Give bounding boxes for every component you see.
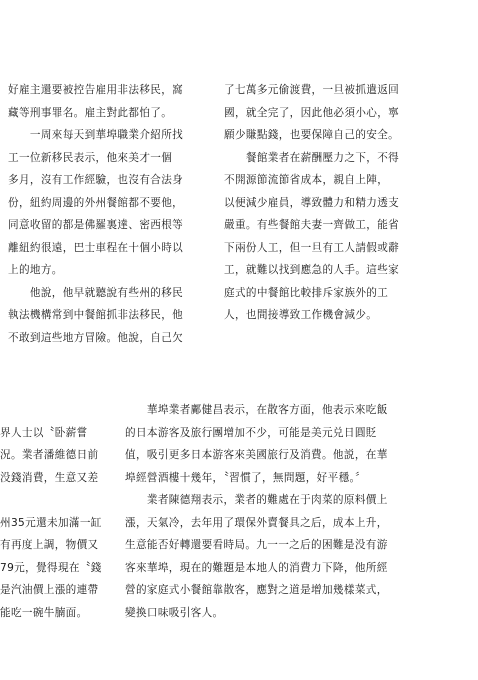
text-line: 值，吸引更多日本游客來美國旅行及消費。他説，在華 <box>125 449 388 461</box>
article-column-top-left <box>8 79 218 349</box>
text-line: 下兩份人工，但一旦有工人請假或辭 <box>224 241 400 254</box>
text-line: 工一位新移民表示，他來美才一個 <box>8 151 173 164</box>
text-line: 好雇主還要被控告雇用非法移民，窩 <box>8 84 184 96</box>
text-line: 離紐約很遠，巴士車程在十個小時以 <box>8 241 184 254</box>
text-line: 能吃一碗牛腩面。 <box>0 606 88 619</box>
text-line: 業者陳德翔表示，業者的難處在于肉菜的原料價上 <box>125 494 388 506</box>
text-line: 同意收留的都是佛羅裏達、密西根等 <box>8 219 184 231</box>
text-line: 是汽油價上漲的連帶 <box>0 584 99 596</box>
text-line: 華埠業者鄺健昌表示，在散客方面，他表示來吃飯 <box>125 404 388 416</box>
text-line: 藏等刑事罪名。雇主對此都怕了。 <box>8 106 173 119</box>
text-line: 人，也間接導致工作機會減少。 <box>224 309 378 321</box>
text-line: 國，就全完了，因此他必須小心，寧 <box>224 106 400 119</box>
text-line: 界人士以〝卧薪嘗 <box>0 426 88 439</box>
text-line: 多月，沒有工作經驗，也沒有合法身 <box>8 174 184 186</box>
article-column-top-right <box>224 79 470 327</box>
text-line: 州35元還未加滿一缸 <box>0 516 102 529</box>
text-line <box>0 399 120 422</box>
text-line: 他說，他早就聽說有些州的移民 <box>8 286 184 299</box>
text-line: 執法機構常到中餐館抓非法移民，他 <box>8 309 184 321</box>
text-line: 没錢消費，生意又差 <box>0 471 99 484</box>
text-line: 份，紐約周邊的外州餐館都不要他， <box>8 196 184 209</box>
text-line: 漲，天氣冷，去年用了環保外賣餐具之后，成本上升， <box>125 516 388 529</box>
text-line: 客來華埠，現在的難題是本地人的消費力下降，他所經 <box>125 561 388 574</box>
text-line: 況。業者潘維德日前 <box>0 449 99 461</box>
text-line: 工，就難以找到應急的人手。這些家 <box>224 264 400 276</box>
text-line: 以便減少雇員，導致體力和精力透支 <box>224 196 400 209</box>
text-line: 願少賺點錢，也要保障自己的安全。 <box>224 129 400 141</box>
article-column-bottom-right <box>125 399 470 624</box>
text-line: 有再度上調，物價又 <box>0 539 99 551</box>
article-column-bottom-left <box>0 399 120 624</box>
text-line: 的日本游客及旅行團增加不少，可能是美元兑日圓貶 <box>125 426 377 439</box>
text-line <box>0 489 120 512</box>
text-line: 營的家庭式小餐館靠散客，應對之道是增加幾樣菜式， <box>125 584 388 596</box>
text-line: 嚴重。有些餐館夫妻一齊做工，能省 <box>224 219 400 231</box>
text-line: 餐館業者在薪酬壓力之下，不得 <box>224 151 400 164</box>
text-line: 變換口味吸引客人。 <box>125 606 224 619</box>
text-line: 不開源節流節省成本，親自上陣， <box>224 174 389 186</box>
text-line: 一周來每天到華埠職業介紹所找 <box>8 129 184 141</box>
text-line: 不敢到這些地方冒險。他說，自己欠 <box>8 331 184 344</box>
text-line: 生意能否好轉還要看時局。九一一之后的困難是没有游 <box>125 539 388 551</box>
text-line: 79元，覺得現在〝錢 <box>0 561 102 574</box>
text-line: 埠經營酒樓十幾年，〝習慣了，無問題，好平穩。〞 <box>125 471 367 484</box>
text-line: 庭式的中餐館比較排斥家族外的工 <box>224 286 389 299</box>
text-line: 上的地方。 <box>8 264 63 276</box>
text-line: 了七萬多元偷渡費，一旦被抓遣返回 <box>224 84 400 96</box>
